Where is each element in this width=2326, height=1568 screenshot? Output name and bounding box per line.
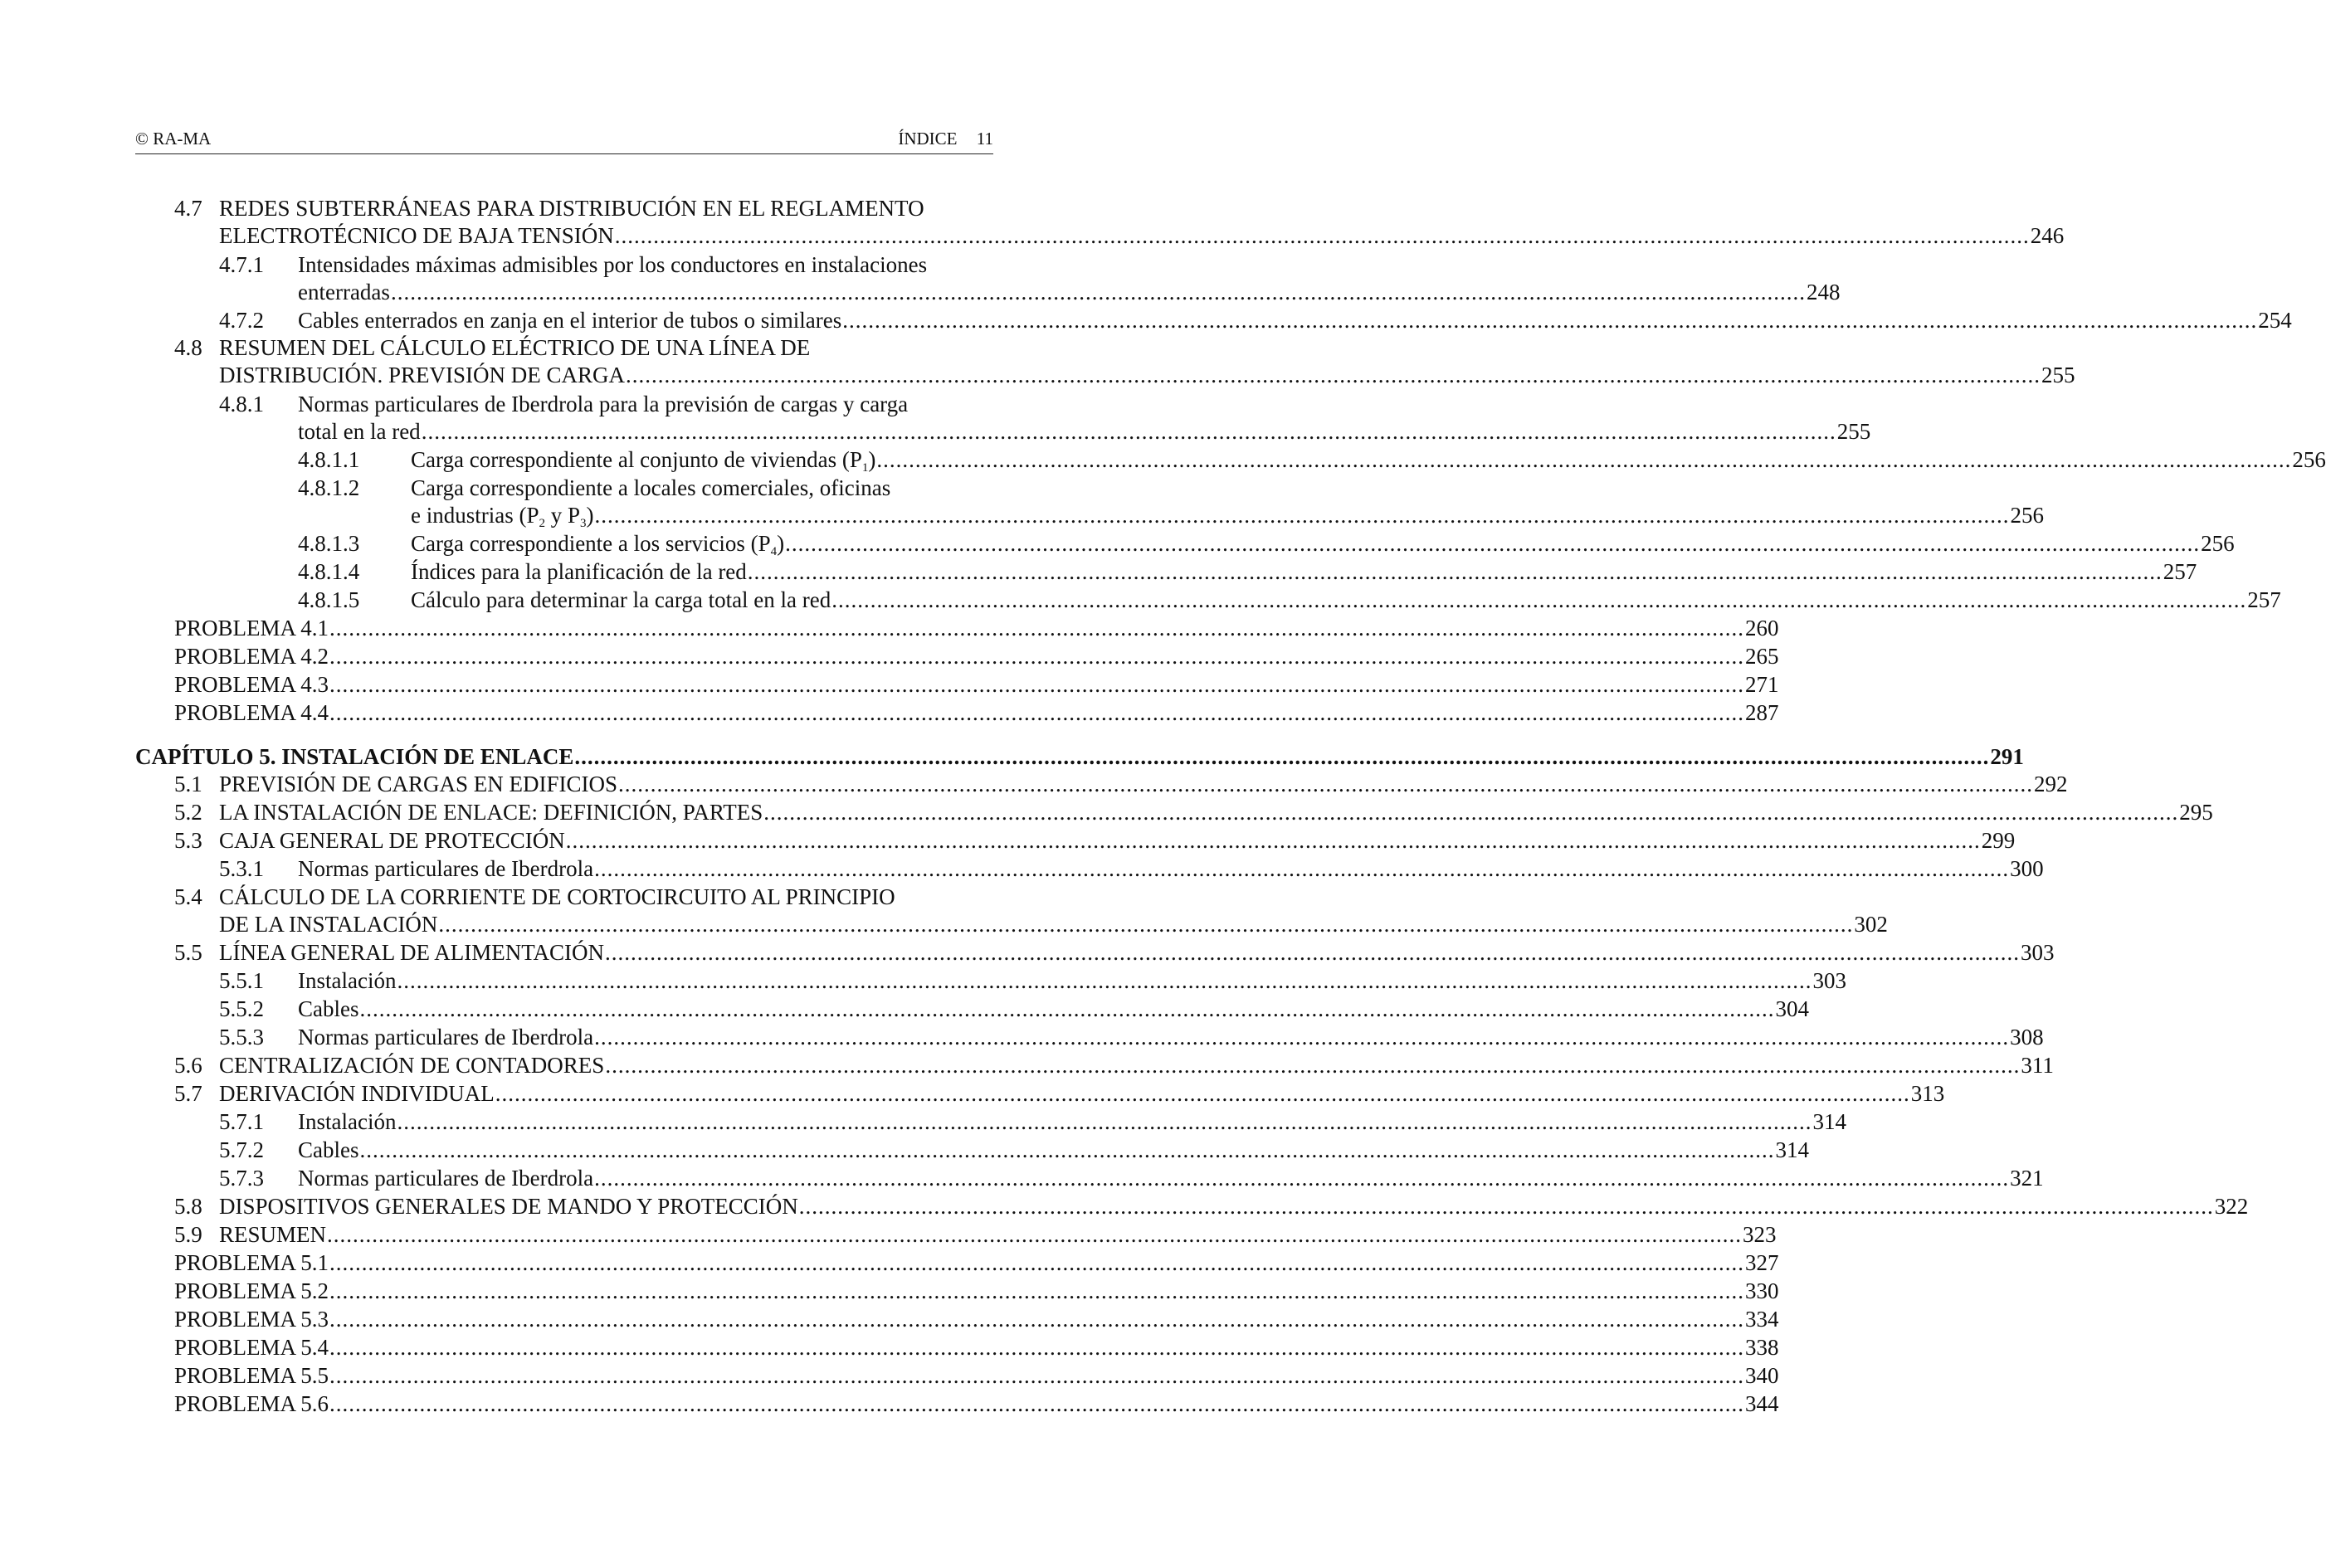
page-ref: 330: [1745, 1278, 1779, 1303]
dot-leader: ............................................................................................................................................................................................................................: [626, 363, 2041, 388]
section-number: 5.7.2: [219, 1137, 264, 1162]
toc-entry[interactable]: [174, 1390, 1779, 1418]
dot-leader: ............................................................................................................................................................................................................................: [390, 280, 1806, 305]
page-ref: 303: [1812, 968, 1846, 993]
section-title: PROBLEMA 5.2: [174, 1278, 329, 1303]
toc-entry[interactable]: [174, 1249, 1779, 1277]
section-title: Instalación: [298, 968, 397, 993]
section-title: DISPOSITIVOS GENERALES DE MANDO Y PROTECCIÓN: [219, 1194, 798, 1219]
toc-entry[interactable]: [174, 771, 2068, 798]
dot-leader: ............................................................................................................................................................................................................................: [359, 1137, 1775, 1162]
section-number: 5.8: [174, 1194, 202, 1219]
dot-leader: ............................................................................................................................................................................................................................: [842, 308, 2258, 333]
page-ref: 257: [2247, 587, 2281, 612]
section-title: LA INSTALACIÓN DE ENLACE: DEFINICIÓN, PARTES: [219, 800, 763, 825]
toc-entry[interactable]: [174, 1334, 1779, 1361]
page-ref: 292: [2034, 772, 2068, 796]
toc-entry[interactable]: [174, 1362, 1779, 1390]
dot-leader: ............................................................................................................................................................................................................................: [421, 419, 1836, 445]
section-number: 4.7.1: [219, 252, 264, 277]
section-title: Cálculo para determinar la carga total en la red: [411, 587, 831, 612]
section-number: 4.7: [174, 196, 202, 221]
toc-entry[interactable]: [219, 391, 1871, 446]
toc-entry[interactable]: [135, 743, 2024, 771]
page-ref: 344: [1745, 1391, 1779, 1416]
section-number: 4.8.1.2: [298, 475, 360, 500]
running-header: [135, 125, 993, 154]
page-ref: 313: [1910, 1081, 1945, 1106]
section-number: 5.3.1: [219, 856, 264, 881]
toc-entry[interactable]: [174, 827, 2016, 855]
page-ref: 248: [1806, 280, 1841, 305]
page-ref: 257: [2163, 559, 2197, 584]
toc-entry[interactable]: [174, 1306, 1779, 1333]
section-title: PROBLEMA 5.5: [174, 1363, 329, 1388]
dot-leader: ............................................................................................................................................................................................................................: [876, 447, 2292, 472]
section-title: PREVISIÓN DE CARGAS EN EDIFICIOS: [219, 772, 618, 796]
toc-entry[interactable]: [219, 1108, 1846, 1136]
section-title: Intensidades máximas admisibles por los conductores en instalaciones: [298, 252, 928, 277]
section-title: DISTRIBUCIÓN. PREVISIÓN DE CARGA: [219, 363, 626, 388]
section-title: PROBLEMA 5.4: [174, 1335, 329, 1360]
section-title: Normas particulares de Iberdrola: [298, 1166, 594, 1191]
section-number: 4.8.1.3: [298, 531, 360, 556]
page-ref: 314: [1775, 1137, 1809, 1162]
dot-leader: ............................................................................................................................................................................................................................: [329, 672, 1745, 697]
toc-entry[interactable]: [219, 1165, 2044, 1192]
toc-entry[interactable]: [219, 307, 2292, 334]
dot-leader: ............................................................................................................................................................................................................................: [329, 1307, 1745, 1332]
section-number: 4.8.1.1: [298, 447, 360, 472]
page-ref: 323: [1743, 1222, 1777, 1247]
dot-leader: ............................................................................................................................................................................................................................: [618, 772, 2034, 796]
dot-leader: ............................................................................................................................................................................................................................: [785, 531, 2201, 556]
section-title: PROBLEMA 5.1: [174, 1250, 329, 1275]
page-ref: 256: [2010, 503, 2045, 528]
section-title: REDES SUBTERRÁNEAS PARA DISTRIBUCIÓN EN EL REGLAMENTO: [219, 196, 924, 221]
toc-entry[interactable]: [174, 699, 1779, 727]
toc-entry[interactable]: [219, 967, 1846, 995]
section-number: 5.5.1: [219, 968, 264, 993]
dot-leader: ............................................................................................................................................................................................................................: [359, 996, 1775, 1021]
toc-entry[interactable]: [298, 530, 2235, 558]
section-number: 4.8: [174, 335, 202, 360]
dot-leader: ............................................................................................................................................................................................................................: [594, 856, 2010, 881]
toc-entry[interactable]: [174, 643, 1779, 670]
toc-entry[interactable]: [174, 1278, 1779, 1305]
toc-entry[interactable]: [174, 671, 1779, 699]
dot-leader: ............................................................................................................................................................................................................................: [329, 1278, 1745, 1303]
section-number: 4.7.2: [219, 308, 264, 333]
dot-leader: ............................................................................................................................................................................................................................: [397, 1109, 1812, 1134]
section-title: Cables enterrados en zanja en el interior de tubos o similares: [298, 308, 842, 333]
section-title: CAPÍTULO 5. INSTALACIÓN DE ENLACE: [135, 744, 574, 769]
dot-leader: ............................................................................................................................................................................................................................: [329, 644, 1745, 669]
header-title: ÍNDICE: [898, 129, 958, 149]
toc-entry[interactable]: [174, 1052, 2054, 1079]
toc-entry[interactable]: [219, 1024, 2044, 1051]
toc-entry[interactable]: [174, 884, 1888, 939]
section-number: 5.5.2: [219, 996, 264, 1021]
toc-entry[interactable]: [219, 996, 1809, 1023]
section-number: 5.3: [174, 828, 202, 853]
section-number: 5.5: [174, 940, 202, 965]
section-title: PROBLEMA 4.2: [174, 644, 329, 669]
page-ref: 321: [2010, 1166, 2044, 1191]
dot-leader: ............................................................................................................................................................................................................................: [329, 1335, 1745, 1360]
page-ref: 322: [2214, 1194, 2249, 1219]
page-ref: 327: [1745, 1250, 1779, 1275]
section-title: PROBLEMA 4.3: [174, 672, 329, 697]
section-number: 5.4: [174, 884, 202, 909]
dot-leader: ............................................................................................................................................................................................................................: [594, 503, 2010, 528]
page-ref: 256: [2201, 531, 2235, 556]
page-ref: 255: [2041, 363, 2075, 388]
dot-leader: ............................................................................................................................................................................................................................: [798, 1194, 2214, 1219]
section-number: 5.7.3: [219, 1166, 264, 1191]
page-ref: 265: [1745, 644, 1779, 669]
section-title: LÍNEA GENERAL DE ALIMENTACIÓN: [219, 940, 605, 965]
section-number: 5.7: [174, 1081, 202, 1106]
header-right: [898, 129, 993, 149]
section-title: CAJA GENERAL DE PROTECCIÓN: [219, 828, 565, 853]
page-ref: 291: [1990, 744, 2024, 769]
dot-leader: ............................................................................................................................................................................................................................: [397, 968, 1812, 993]
dot-leader: ............................................................................................................................................................................................................................: [329, 700, 1745, 725]
section-title: Normas particulares de Iberdrola para la previsión de cargas y carga: [298, 392, 909, 416]
page-ref: 302: [1854, 912, 1888, 937]
dot-leader: ............................................................................................................................................................................................................................: [329, 1250, 1745, 1275]
page-ref: 295: [2179, 800, 2213, 825]
dot-leader: ............................................................................................................................................................................................................................: [831, 587, 2247, 612]
dot-leader: ............................................................................................................................................................................................................................: [614, 223, 2030, 249]
section-title: Índices para la planificación de la red: [411, 559, 747, 584]
page-ref: 304: [1775, 996, 1809, 1021]
dot-leader: ............................................................................................................................................................................................................................: [329, 1391, 1745, 1416]
section-title: Carga correspondiente a los servicios $(P_4)$: [411, 531, 785, 558]
section-title: Normas particulares de Iberdrola: [298, 856, 594, 881]
toc-entry[interactable]: [174, 1221, 1777, 1249]
page-ref: 314: [1812, 1109, 1846, 1134]
section-title: PROBLEMA 5.6: [174, 1391, 329, 1416]
section-title: ELECTROTÉCNICO DE BAJA TENSIÓN: [219, 223, 614, 249]
section-title: CÁLCULO DE LA CORRIENTE DE CORTOCIRCUITO AL PRINCIPIO: [219, 884, 895, 909]
section-title: Normas particulares de Iberdrola: [298, 1025, 594, 1049]
page-ref: 303: [2021, 940, 2055, 965]
toc-entry[interactable]: [174, 615, 1779, 642]
dot-leader: ............................................................................................................................................................................................................................: [605, 940, 2021, 965]
section-number: 5.1: [174, 772, 202, 796]
page-ref: 340: [1745, 1363, 1779, 1388]
section-title: PROBLEMA 4.1: [174, 616, 329, 640]
section-number: 5.2: [174, 800, 202, 825]
page-ref: 308: [2010, 1025, 2044, 1049]
section-title: CENTRALIZACIÓN DE CONTADORES: [219, 1053, 605, 1078]
page-ref: 271: [1745, 672, 1779, 697]
page-ref: 300: [2010, 856, 2044, 881]
dot-leader: ............................................................................................................................................................................................................................: [594, 1166, 2010, 1191]
page-ref: 311: [2021, 1053, 2054, 1078]
section-number: 4.8.1.5: [298, 587, 360, 612]
page-ref: 254: [2258, 308, 2292, 333]
toc-entry[interactable]: [298, 446, 2326, 475]
page-ref: 334: [1745, 1307, 1779, 1332]
section-title: enterradas: [298, 280, 390, 305]
page-ref: 260: [1745, 616, 1779, 640]
section-number: 5.6: [174, 1053, 202, 1078]
dot-leader: ............................................................................................................................................................................................................................: [565, 828, 1981, 853]
dot-leader: ............................................................................................................................................................................................................................: [329, 1363, 1745, 1388]
section-title: RESUMEN: [219, 1222, 327, 1247]
section-title: PROBLEMA 5.3: [174, 1307, 329, 1332]
toc-entry[interactable]: [174, 939, 2055, 967]
section-title: Carga correspondiente al conjunto de viviendas $(P_1)$: [411, 447, 876, 475]
section-title: DE LA INSTALACIÓN: [219, 912, 438, 937]
page-ref: 256: [2292, 447, 2326, 472]
dot-leader: ............................................................................................................................................................................................................................: [747, 559, 2163, 584]
section-title: Carga correspondiente a locales comerciales, oficinas: [411, 475, 891, 500]
page-ref: 299: [1981, 828, 2016, 853]
section-title: Instalación: [298, 1109, 397, 1134]
section-title: DERIVACIÓN INDIVIDUAL: [219, 1081, 495, 1106]
page-ref: 338: [1745, 1335, 1779, 1360]
page-ref: 287: [1745, 700, 1779, 725]
toc-entry[interactable]: [174, 1080, 1945, 1108]
section-title: total en la red: [298, 419, 421, 445]
section-title: RESUMEN DEL CÁLCULO ELÉCTRICO DE UNA LÍNEA DE: [219, 335, 811, 360]
section-title: Cables: [298, 1137, 359, 1162]
toc-entry[interactable]: [174, 1193, 2249, 1220]
toc-entry[interactable]: [219, 855, 2044, 883]
toc-entry[interactable]: [298, 587, 2281, 614]
toc-entry[interactable]: [298, 558, 2197, 586]
dot-leader: ............................................................................................................................................................................................................................: [438, 912, 1854, 937]
section-number: 5.9: [174, 1222, 202, 1247]
page-number: 11: [976, 129, 993, 149]
dot-leader: ............................................................................................................................................................................................................................: [327, 1222, 1743, 1247]
toc-entry[interactable]: [219, 1137, 1809, 1164]
section-number: 5.7.1: [219, 1109, 264, 1134]
toc-entry[interactable]: [174, 195, 2065, 251]
section-title: PROBLEMA 4.4: [174, 700, 329, 725]
dot-leader: ............................................................................................................................................................................................................................: [574, 744, 1990, 769]
dot-leader: ............................................................................................................................................................................................................................: [495, 1081, 1910, 1106]
page-ref: 255: [1836, 419, 1871, 445]
page-ref: 246: [2030, 223, 2065, 249]
section-title: e industrias ($P_2$ y $P_3$): [411, 503, 594, 531]
toc-entry[interactable]: [219, 251, 1841, 307]
section-number: 4.8.1: [219, 392, 264, 416]
dot-leader: ............................................................................................................................................................................................................................: [763, 800, 2179, 825]
section-number: 5.5.3: [219, 1025, 264, 1049]
toc-entry[interactable]: [174, 799, 2213, 826]
section-number: 4.8.1.4: [298, 559, 360, 584]
publisher-mark: © RA-MA: [135, 129, 212, 149]
dot-leader: ............................................................................................................................................................................................................................: [329, 616, 1745, 640]
dot-leader: ............................................................................................................................................................................................................................: [605, 1053, 2021, 1078]
toc-entry[interactable]: [174, 334, 2075, 390]
dot-leader: ............................................................................................................................................................................................................................: [594, 1025, 2010, 1049]
toc-entry[interactable]: [298, 475, 2045, 531]
section-title: Cables: [298, 996, 359, 1021]
